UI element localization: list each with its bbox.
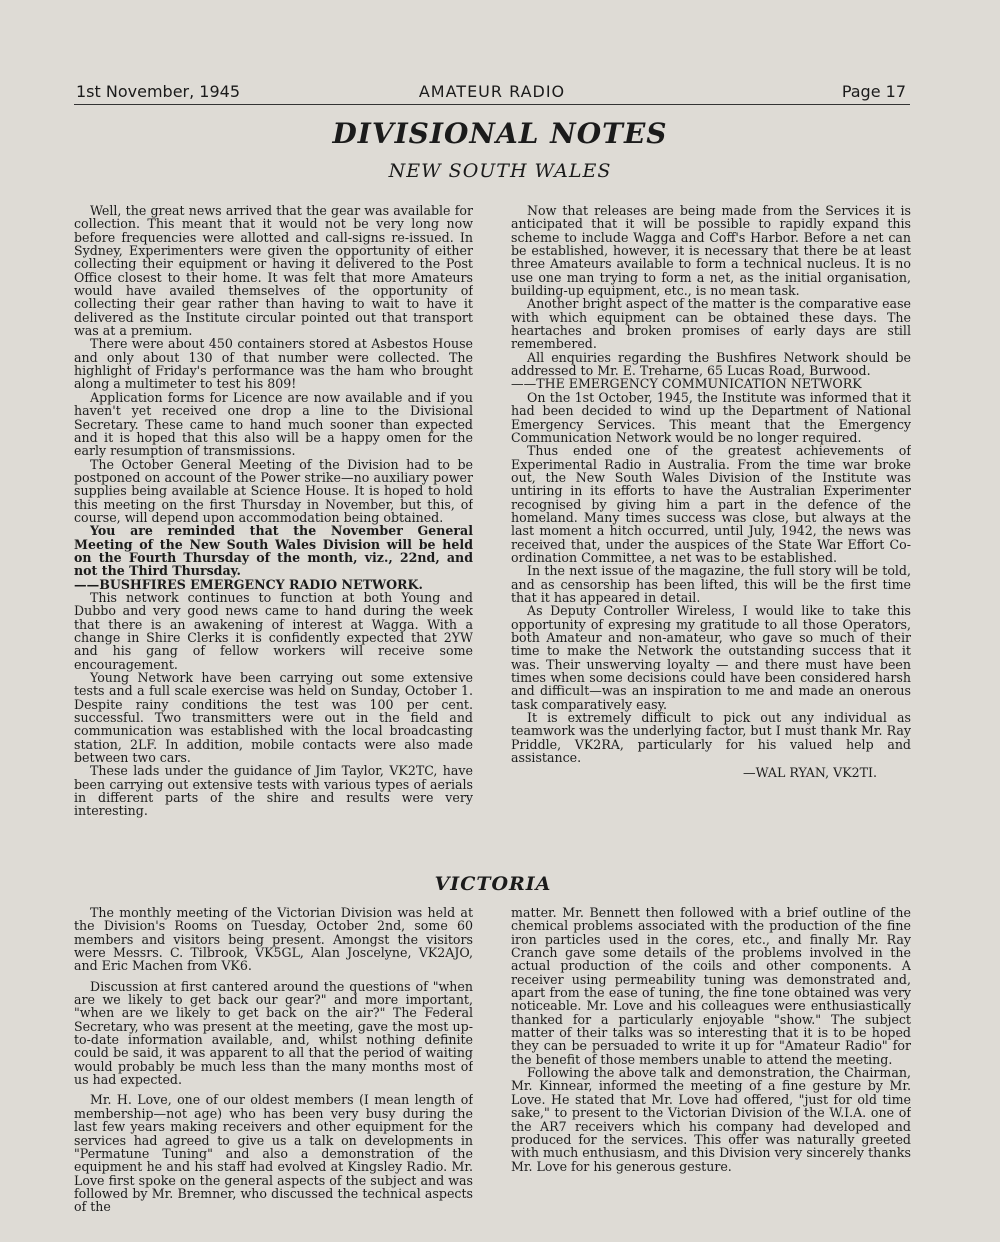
- paragraph: Well, the great news arrived that the gear was available for collection. This meant that it would not be very long now before frequencies were allotted and call-signs re-issued. In Sydney, Experimenters were given the opportunity of either collecting their equipment or having it delivered to the Post Office closest to their home. It was felt that more Amateurs would have availed themselves of the opportunity of collecting their gear rather than having to wait to have it delivered as the Institute circular pointed out that transport was at a premium.: [74, 204, 473, 339]
- paragraph: Following the above talk and demonstration, the Chairman, Mr. Kinnear, informed the meeting of a fine gesture by Mr. Love. He stated that Mr. Love had offered, "just for old time sake," to present to the Victorian Division of the W.I.A. one of the AR7 receivers which his company had developed and produced for the services. This offer was naturally greeted with much enthusiasm, and this Division very sincerely thanks Mr. Love for his generous gesture.: [511, 1065, 911, 1174]
- paragraph: The October General Meeting of the Division had to be postponed on account of the Power strike—no auxiliary power supplies being available at Science House. It is hoped to hold this meeting on the first Thursday in November, but this, of course, will depend upon accommodation being obtained.: [74, 456, 473, 525]
- meeting-notice: You are reminded that the November General Meeting of the New South Wales Division will be held on the Fourth Thursday of the month, viz., 22nd, and not the Third Thursday.: [74, 523, 473, 579]
- paragraph: Young Network have been carrying out some extensive tests and a full scale exercise was held on Sunday, October 1. Despite rainy conditions the test was 100 per cent. successful. Two transmitters were out in the field and communication was established with the local broadcasting station, 2LF. In addition, mobile contacts were also made between two cars.: [74, 670, 473, 766]
- victoria-column-left: [74, 906, 473, 1216]
- subheading-emergency-network: ——THE EMERGENCY COMMUNICATION NETWORK: [511, 376, 862, 392]
- paragraph: Another bright aspect of the matter is the comparative ease with which equipment can be obtained these days. The heartaches and broken promises of early days are still remembered.: [511, 296, 911, 352]
- page-title: DIVISIONAL NOTES: [332, 117, 668, 150]
- section-heading-nsw: NEW SOUTH WALES: [388, 160, 612, 182]
- issue-date: 1st November, 1945: [76, 82, 240, 101]
- paragraph: Mr. H. Love, one of our oldest members (I mean length of membership—not age) who has been very busy during the last few years making receivers and other equipment for the services had agreed to give us a talk on developments in "Permatune Tuning" and also a demonstration of the equipment he and his staff had evolved at Kingsley Radio. Mr. Love first spoke on the general aspects of the subject and was followed by Mr. Bremner, who discussed the technical aspects of the: [74, 1092, 473, 1215]
- section-heading-victoria: VICTORIA: [434, 873, 552, 895]
- subheading-bushfires-network: ——BUSHFIRES EMERGENCY RADIO NETWORK.: [74, 576, 423, 592]
- victoria-column-right: [511, 906, 911, 1216]
- page-header: [74, 82, 910, 105]
- paragraph: On the 1st October, 1945, the Institute was informed that it had been decided to wind up the Department of National Emergency Services. This meant that the Emergency Communication Network would be no longer required.: [511, 389, 911, 445]
- paragraph: In the next issue of the magazine, the full story will be told, and as censorship has been lifted, this will be the first time that it has appeared in detail.: [511, 563, 911, 605]
- nsw-column-right: [511, 204, 911, 850]
- paragraph: This network continues to function at both Young and Dubbo and very good news came to hand during the week that there is an awakening of interest at Wagga. With a change in Shire Clerks it is confidently expected that 2YW and his gang of fellow workers will receive some encouragement.: [74, 589, 473, 672]
- paragraph: The monthly meeting of the Victorian Division was held at the Division's Rooms on Tuesday, October 2nd, some 60 members and visitors being present. Amongst the visitors were Messrs. C. Tilbrook, VK5GL, Alan Joscelyne, VK2AJO, and Eric Machen from VK6.: [74, 906, 473, 974]
- paragraph: Thus ended one of the greatest achievements of Experimental Radio in Australia. From the time war broke out, the New South Wales Division of the Institute was untiring in its efforts to have the Australian Experimenter recognised by giving him a part in the defence of the homeland. Many times success was close, but always at the last moment a hitch occurred, until July, 1942, the news was received that, under the auspices of the State War Effort Co-ordination Committee, a net was to be established.: [511, 443, 911, 565]
- author-signature: —WAL RYAN, VK2TI.: [742, 765, 877, 781]
- paragraph: matter. Mr. Bennett then followed with a brief outline of the chemical problems associated with the production of the fine iron particles used in the cores, etc., and finally Mr. Ray Cranch gave some details of the problems involved in the actual production of the coils and other components. A receiver using permeability tuning was demonstrated and, apart from the ease of tuning, the fine tone obtained was very noticeable. Mr. Love and his colleagues were enthusiastically thanked for a particularly enjoyable "show." The subject matter of their talks was so interesting that it is to be hoped they can be persuaded to write it up for "Amateur Radio" for the benefit of those members unable to attend the meeting.: [511, 906, 911, 1067]
- page-number: Page 17: [841, 82, 906, 101]
- paragraph: All enquiries regarding the Bushfires Network should be addressed to Mr. E. Treharne, 65 Lucas Road, Burwood.: [511, 349, 911, 379]
- paragraph: There were about 450 containers stored at Asbestos House and only about 130 of that number were collected. The highlight of Friday's performance was the ham who brought along a multimeter to test his 809!: [74, 336, 473, 392]
- paragraph: It is extremely difficult to pick out any individual as teamwork was the underlying factor, but I must thank Mr. Ray Priddle, VK2RA, particularly for his valued help and assistance.: [511, 710, 911, 766]
- paragraph: Discussion at first cantered around the questions of "when are we likely to get back our gear?" and more important, "when are we likely to get back on the air?" The Federal Secretary, who was present at the meeting, gave the most up-to-date information available, and, whilst nothing definite could be said, it was apparent to all that the period of waiting would probably be much less than the many months most of us had expected.: [74, 978, 473, 1088]
- nsw-column-left: [74, 204, 473, 850]
- publication-name: AMATEUR RADIO: [418, 82, 566, 101]
- paragraph: Now that releases are being made from the Services it is anticipated that it will be possible to rapidly expand this scheme to include Wagga and Coff's Harbor. Before a net can be established, however, it is necessary that there be at least three Amateurs available to form a technical nucleus. It is no use one man trying to form a net, as the initial organisation, building-up equipment, etc., is no mean task.: [511, 204, 911, 299]
- paragraph: These lads under the guidance of Jim Taylor, VK2TC, have been carrying out extensive tests with various types of aerials in different parts of the shire and results were very interesting.: [74, 763, 473, 819]
- paragraph: As Deputy Controller Wireless, I would like to take this opportunity of expresing my gratitude to all those Operators, both Amateur and non-amateur, who gave so much of their time to make the Network the outstanding success that it was. Their unswerving loyalty — and there must have been times when some decisions could have been considered harsh and difficult—was an inspiration to me and made an onerous task comparatively easy.: [511, 603, 911, 712]
- paragraph: Application forms for Licence are now available and if you haven't yet received one drop a line to the Divisional Secretary. These came to hand much sooner than expected and it is hoped that this also will be a happy omen for the early resumption of transmissions.: [74, 389, 473, 459]
